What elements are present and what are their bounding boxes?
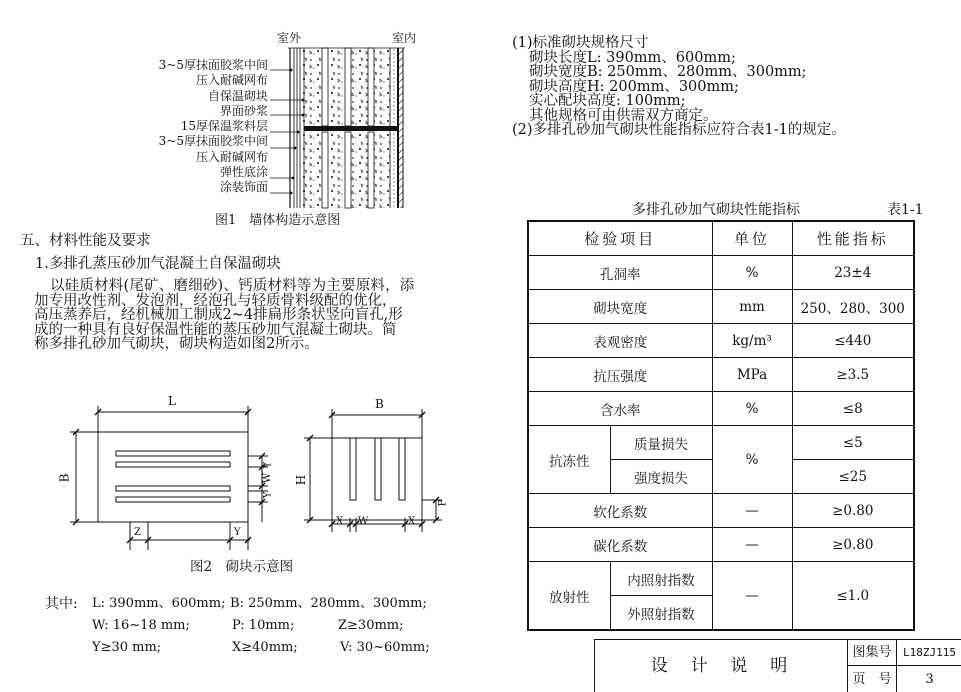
title-block — [594, 639, 961, 692]
dim-B-label: B — [57, 473, 72, 483]
table-cell: ≤25 — [792, 460, 914, 494]
outside-label: 室外 — [277, 31, 302, 45]
dim-Z-label: Z — [134, 527, 141, 538]
legend-item: Z≥30mm; — [338, 618, 404, 633]
layer-label: 自保温砌块 — [207, 88, 268, 103]
legend-prefix: 其中: — [45, 596, 78, 612]
table-row — [528, 494, 914, 528]
table-cell: % — [712, 256, 792, 290]
performance-table — [527, 220, 915, 631]
dim-W-bottom-label: W — [358, 516, 369, 527]
table-cell: ≥0.80 — [792, 528, 914, 562]
atlas-value: L18ZJ115 — [897, 640, 961, 666]
spec-line: 其他规格可由供需双方商定。 — [529, 107, 718, 124]
layer-label: 压入耐碱网布 — [195, 149, 268, 164]
section-subheading: 1.多排孔蒸压砂加气混凝土自保温砌块 — [35, 256, 281, 272]
table-cell: 抗冻性 — [528, 426, 610, 494]
table-cell: 软化系数 — [528, 494, 712, 528]
spec-line: 实心配块高度: 100mm; — [529, 93, 686, 109]
inside-label: 室内 — [392, 31, 417, 45]
layer-label: 3~5厚抹面胶浆中间 — [158, 58, 268, 72]
table-cell: 放射性 — [528, 562, 610, 631]
page-value: 3 — [925, 671, 934, 687]
paragraph-line: 成的一种具有良好保温性能的蒸压砂加气混凝土砌块。简 — [34, 321, 397, 338]
table-cell: mm — [712, 290, 792, 324]
spec-line: (2)多排孔砂加气砌块性能指标应符合表1-1的规定。 — [512, 122, 846, 138]
table-row — [528, 562, 914, 596]
table-cell: 23±4 — [792, 256, 914, 290]
table-title: 多排孔砂加气砌块性能指标 — [632, 202, 800, 218]
table-cell: — — [712, 562, 792, 631]
table-cell: MPa — [712, 358, 792, 392]
legend-item: W: 16~18 mm; — [92, 618, 190, 633]
spec-line: (1)标准砌块规格尺寸 — [512, 35, 649, 51]
table-cell: ≤5 — [792, 426, 914, 460]
table-cell: 表观密度 — [528, 324, 712, 358]
drawing-name: 设 计 说 明 — [595, 640, 848, 692]
figure-1-caption: 图1 墙体构造示意图 — [215, 213, 341, 228]
section-heading: 五、材料性能及要求 — [20, 233, 151, 249]
atlas-label: 图集号 — [848, 640, 897, 666]
table-cell: % — [712, 426, 792, 494]
table-row — [528, 358, 914, 392]
spec-line: 砌块长度L: 390mm、600mm; — [529, 49, 736, 66]
layer-label: 界面砂浆 — [219, 103, 268, 118]
table-header-row — [528, 221, 914, 256]
legend-item: B: 250mm、280mm、300mm; — [230, 596, 427, 611]
table-cell: 外照射指数 — [610, 596, 712, 631]
layer-label: 15厚保温浆料层 — [180, 119, 268, 134]
table-cell: — — [712, 528, 792, 562]
table-number: 表1-1 — [887, 202, 924, 218]
table-cell: ≤8 — [792, 392, 914, 426]
table-row — [528, 392, 914, 426]
table-cell: 内照射指数 — [610, 562, 712, 596]
spec-line: 砌块高度H: 200mm、300mm; — [529, 78, 739, 95]
dim-B-top-label: B — [375, 397, 384, 411]
dim-P-label: P — [437, 499, 449, 507]
page-label: 页 号 — [848, 666, 897, 692]
legend-item: L: 390mm、600mm; — [92, 596, 226, 611]
dim-X-right-label: X — [408, 516, 416, 527]
dim-V-label: Y — [262, 491, 274, 499]
table-cell: 强度损失 — [610, 460, 712, 494]
section-paragraph — [34, 278, 415, 352]
table-cell: ≤440 — [792, 324, 914, 358]
spec-line: 砌块宽度B: 250mm、280mm、300mm; — [529, 64, 807, 80]
paragraph-line: 加专用改性剂、发泡剂，经泡孔与轻质骨料级配的优化， — [34, 292, 397, 309]
table-row — [528, 290, 914, 324]
table-row — [528, 256, 914, 290]
layer-labels — [159, 58, 268, 196]
dim-X-left-label: X — [336, 516, 344, 527]
header-cell: 单位 — [712, 221, 792, 256]
table-cell: kg/m³ — [712, 324, 792, 358]
layer-label: 涂装饰面 — [219, 180, 268, 195]
paragraph-line: 以硅质材料(尾矿、磨细砂)、钙质材料等为主要原料，添 — [50, 278, 415, 294]
table-cell: 250、280、300 — [792, 290, 914, 324]
figure-2-caption: 图2 砌块示意图 — [190, 559, 294, 575]
table-cell: ≥0.80 — [792, 494, 914, 528]
spec-list — [512, 36, 846, 138]
table-cell: ≥3.5 — [792, 358, 914, 392]
paragraph-line: 高压蒸养后，经机械加工制成2~4排扁形条状竖向盲孔,形 — [34, 307, 403, 323]
dim-W-label: W — [262, 472, 274, 484]
paragraph-line: 称多排孔砂加气砌块，砌块构造如图2所示。 — [34, 336, 319, 352]
table-row — [528, 528, 914, 562]
dim-Y-bottom-label: Y — [234, 527, 241, 538]
legend-item: X≥40mm; — [232, 640, 298, 655]
table-cell: 质量损失 — [610, 426, 712, 460]
table-row — [528, 324, 914, 358]
header-cell: 性能指标 — [792, 221, 914, 256]
layer-label: 3~5厚抹面胶浆中间 — [158, 134, 268, 149]
table-cell: 孔洞率 — [528, 256, 712, 290]
header-cell: 检验项目 — [528, 221, 712, 256]
layer-label: 压入耐碱网布 — [195, 73, 268, 88]
table-cell: 抗压强度 — [528, 358, 712, 392]
table-cell: % — [712, 392, 792, 426]
layer-label: 弹性底涂 — [219, 165, 268, 180]
legend-item: P: 10mm; — [232, 618, 295, 633]
dim-L-label: L — [168, 394, 176, 408]
table-cell: ≤1.0 — [792, 562, 914, 631]
table-cell: 含水率 — [528, 392, 712, 426]
table-cell: — — [712, 494, 792, 528]
table-row — [528, 426, 914, 460]
dim-H-label: H — [294, 474, 309, 486]
dim-Y-label: Y — [262, 461, 274, 469]
table-cell: 砌块宽度 — [528, 290, 712, 324]
table-cell: 碳化系数 — [528, 528, 712, 562]
legend-item: Y≥30 mm; — [92, 640, 162, 655]
legend-item: V: 30~60mm; — [340, 640, 430, 655]
figure-1 — [0, 0, 500, 235]
